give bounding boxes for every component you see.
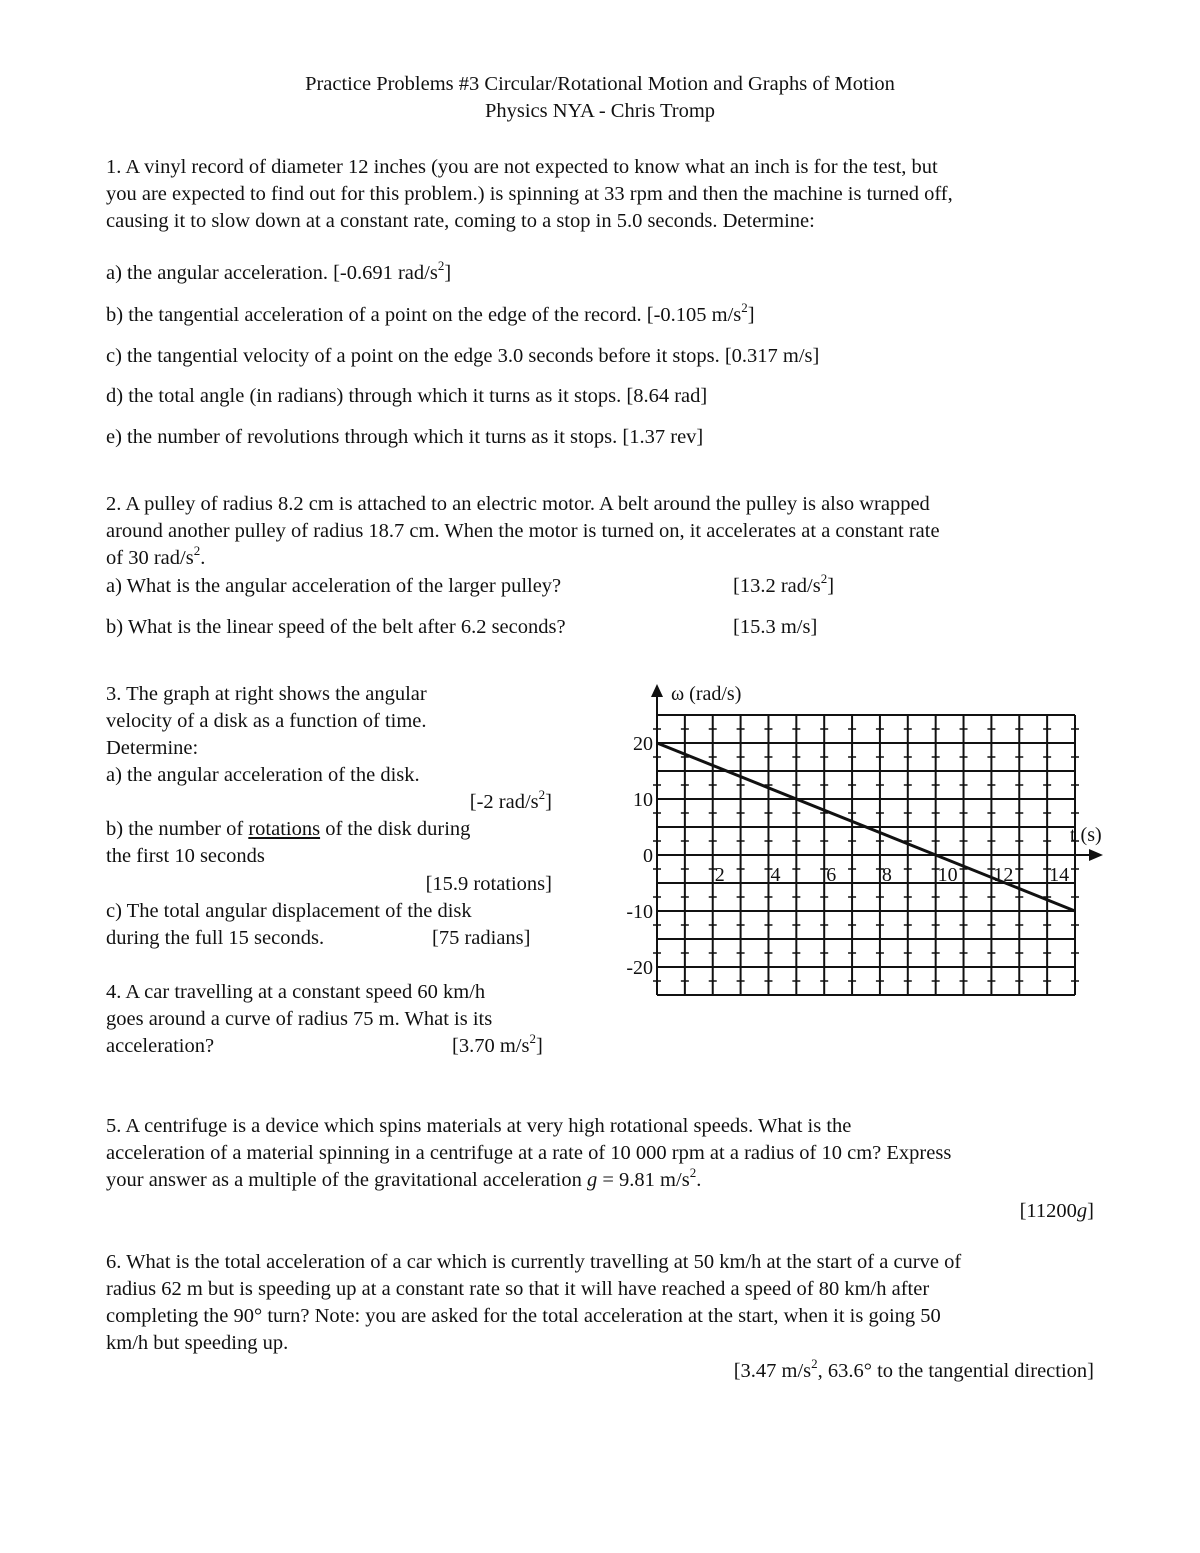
- p3-line-2: velocity of a disk as a function of time.: [106, 710, 427, 732]
- p1-part-c: c) the tangential velocity of a point on the edge 3.0 seconds before it stops. [0.317 m/s]: [106, 345, 820, 367]
- p2-part-a-answer-text: [13.2 rad/s: [733, 575, 821, 597]
- p3-part-a: a) the angular acceleration of the disk.: [106, 764, 420, 786]
- p4-line-2: goes around a curve of radius 75 m. What is its: [106, 1008, 493, 1030]
- p1-part-b-sup: 2: [741, 300, 748, 315]
- p1-part-b-text: b) the tangential acceleration of a point on the edge of the record. [-0.105 m/s: [106, 304, 742, 326]
- p2-part-a: a) What is the angular acceleration of the larger pulley?: [106, 575, 562, 597]
- p3-part-b-underlined: rotations: [248, 818, 321, 840]
- x-tick-label: 4: [770, 864, 781, 886]
- p6-line-3: completing the 90° turn? Note: you are asked for the total acceleration at the start, when it is going 50: [106, 1305, 941, 1327]
- x-tick-label: 2: [714, 864, 725, 886]
- graph-labels: [671, 683, 1102, 846]
- p4-line-3: acceleration?: [106, 1035, 215, 1057]
- p3-part-a-answer-sup: 2: [538, 787, 546, 802]
- p6-answer-text: [3.47 m/s: [733, 1360, 812, 1382]
- p2-line-3: [106, 543, 206, 569]
- x-axis-arrow-icon: [1089, 849, 1103, 861]
- p3-part-b-text-2: of the disk during: [320, 818, 471, 840]
- omega-time-graph: [600, 670, 1120, 1010]
- y-tick-label: -10: [626, 901, 653, 923]
- p1-part-b-close: ]: [747, 304, 755, 326]
- p6-answer-rest: , 63.6° to the tangential direction]: [817, 1360, 1094, 1382]
- page-title: Practice Problems #3 Circular/Rotational Motion and Graphs of Motion: [305, 73, 895, 95]
- p4-answer-sup: 2: [529, 1031, 536, 1046]
- p3-part-c-line-1: c) The total angular displacement of the disk: [106, 900, 472, 922]
- p3-line-1: 3. The graph at right shows the angular: [106, 683, 427, 705]
- p5-line-3-end: .: [696, 1169, 702, 1191]
- p3-part-b-line-1: [106, 819, 470, 840]
- p5-answer-g: g: [1076, 1200, 1088, 1222]
- p6-line-2: radius 62 m but is speeding up at a constant rate so that it will have reached a speed of 80 km/h after: [106, 1278, 930, 1300]
- p1-part-a: [106, 258, 452, 284]
- p6-line-4: km/h but speeding up.: [106, 1332, 289, 1354]
- p3-line-3: Determine:: [106, 737, 199, 759]
- p1-line-3: causing it to slow down at a constant rate, coming to a stop in 5.0 seconds. Determine:: [106, 210, 815, 232]
- p2-part-b: b) What is the linear speed of the belt after 6.2 seconds?: [106, 616, 566, 638]
- p6-answer-sup: 2: [811, 1356, 818, 1371]
- p4-answer: [452, 1031, 543, 1057]
- x-tick-label: 6: [826, 864, 837, 886]
- p3-part-b-line-2: the first 10 seconds: [106, 845, 265, 867]
- p5-line-1: 5. A centrifuge is a device which spins materials at very high rotational speeds. What is the: [106, 1115, 852, 1137]
- p2-line-1: 2. A pulley of radius 8.2 cm is attached to an electric motor. A belt around the pulley is also wrapped: [106, 493, 930, 515]
- p4-answer-text: [3.70 m/s: [452, 1035, 530, 1057]
- p5-line-3-text: your answer as a multiple of the gravitational acceleration: [106, 1169, 587, 1191]
- p5-line-3-sup: 2: [689, 1165, 697, 1180]
- y-axis-label: ω (rad/s): [671, 683, 742, 705]
- p5-line-2: acceleration of a material spinning in a centrifuge at a rate of 10 000 rpm at a radius of 10 cm? Express: [106, 1142, 952, 1164]
- p5-answer: [900, 1201, 1094, 1222]
- page-subtitle: Physics NYA - Chris Tromp: [484, 100, 716, 122]
- p5-line-3-value: = 9.81 m/s: [597, 1169, 690, 1191]
- p1-line-2: you are expected to find out for this problem.) is spinning at 33 rpm and then the machine is turned off,: [106, 183, 953, 205]
- p4-line-1: 4. A car travelling at a constant speed 60 km/h: [106, 981, 486, 1003]
- p3-part-c-answer: [75 radians]: [432, 927, 531, 949]
- p5-answer-close: ]: [1087, 1200, 1094, 1222]
- x-axis-label: t (s): [1070, 824, 1102, 846]
- p3-part-a-answer-text: [-2 rad/s: [469, 791, 539, 813]
- p2-line-2: around another pulley of radius 18.7 cm. When the motor is turned on, it accelerates at a constant rate: [106, 520, 940, 542]
- x-tick-label: 14: [1049, 864, 1070, 886]
- x-tick-label: 10: [937, 864, 958, 886]
- p3-part-b-text-1: b) the number of: [106, 818, 249, 840]
- y-tick-label: 0: [643, 845, 653, 867]
- y-tick-label: 20: [633, 733, 653, 755]
- graph-grid: [651, 684, 1103, 995]
- p1-part-a-close: ]: [444, 262, 452, 284]
- y-axis-arrow-icon: [651, 684, 663, 697]
- p2-part-a-answer-close: ]: [827, 575, 835, 597]
- p3-part-c-line-2: during the full 15 seconds.: [106, 927, 325, 949]
- p2-line-3-end: .: [200, 547, 206, 569]
- p1-part-e: e) the number of revolutions through which it turns as it stops. [1.37 rev]: [106, 426, 704, 448]
- p5-line-3: [106, 1165, 702, 1191]
- p3-part-a-answer: [400, 787, 552, 813]
- y-tick-label: 10: [633, 789, 653, 811]
- p1-line-1: 1. A vinyl record of diameter 12 inches (you are not expected to know what an inch is for the test, but: [106, 156, 938, 178]
- p2-part-a-answer: [733, 571, 835, 597]
- x-tick-label: 8: [881, 864, 892, 886]
- x-tick-label: 12: [993, 864, 1014, 886]
- p1-part-b: [106, 300, 755, 326]
- p2-line-3-text: of 30 rad/s: [106, 547, 194, 569]
- p3-part-a-answer-close: ]: [545, 791, 552, 813]
- p1-part-d: d) the total angle (in radians) through which it turns as it stops. [8.64 rad]: [106, 385, 708, 407]
- p1-part-a-text: a) the angular acceleration. [-0.691 rad/s: [106, 262, 438, 284]
- p1-part-a-sup: 2: [437, 258, 445, 273]
- p5-line-3-g: g: [587, 1169, 598, 1191]
- p6-answer: [600, 1356, 1094, 1382]
- y-tick-label: -20: [626, 957, 653, 979]
- p2-part-b-answer: [15.3 m/s]: [733, 616, 818, 638]
- p4-answer-close: ]: [535, 1035, 543, 1057]
- p6-line-1: 6. What is the total acceleration of a car which is currently travelling at 50 km/h at the start of a curve of: [106, 1251, 962, 1273]
- p5-answer-text: [11200: [1019, 1200, 1077, 1222]
- p2-part-a-answer-sup: 2: [820, 571, 828, 586]
- p3-part-b-answer: [15.9 rotations]: [425, 873, 552, 895]
- p2-line-3-sup: 2: [193, 543, 201, 558]
